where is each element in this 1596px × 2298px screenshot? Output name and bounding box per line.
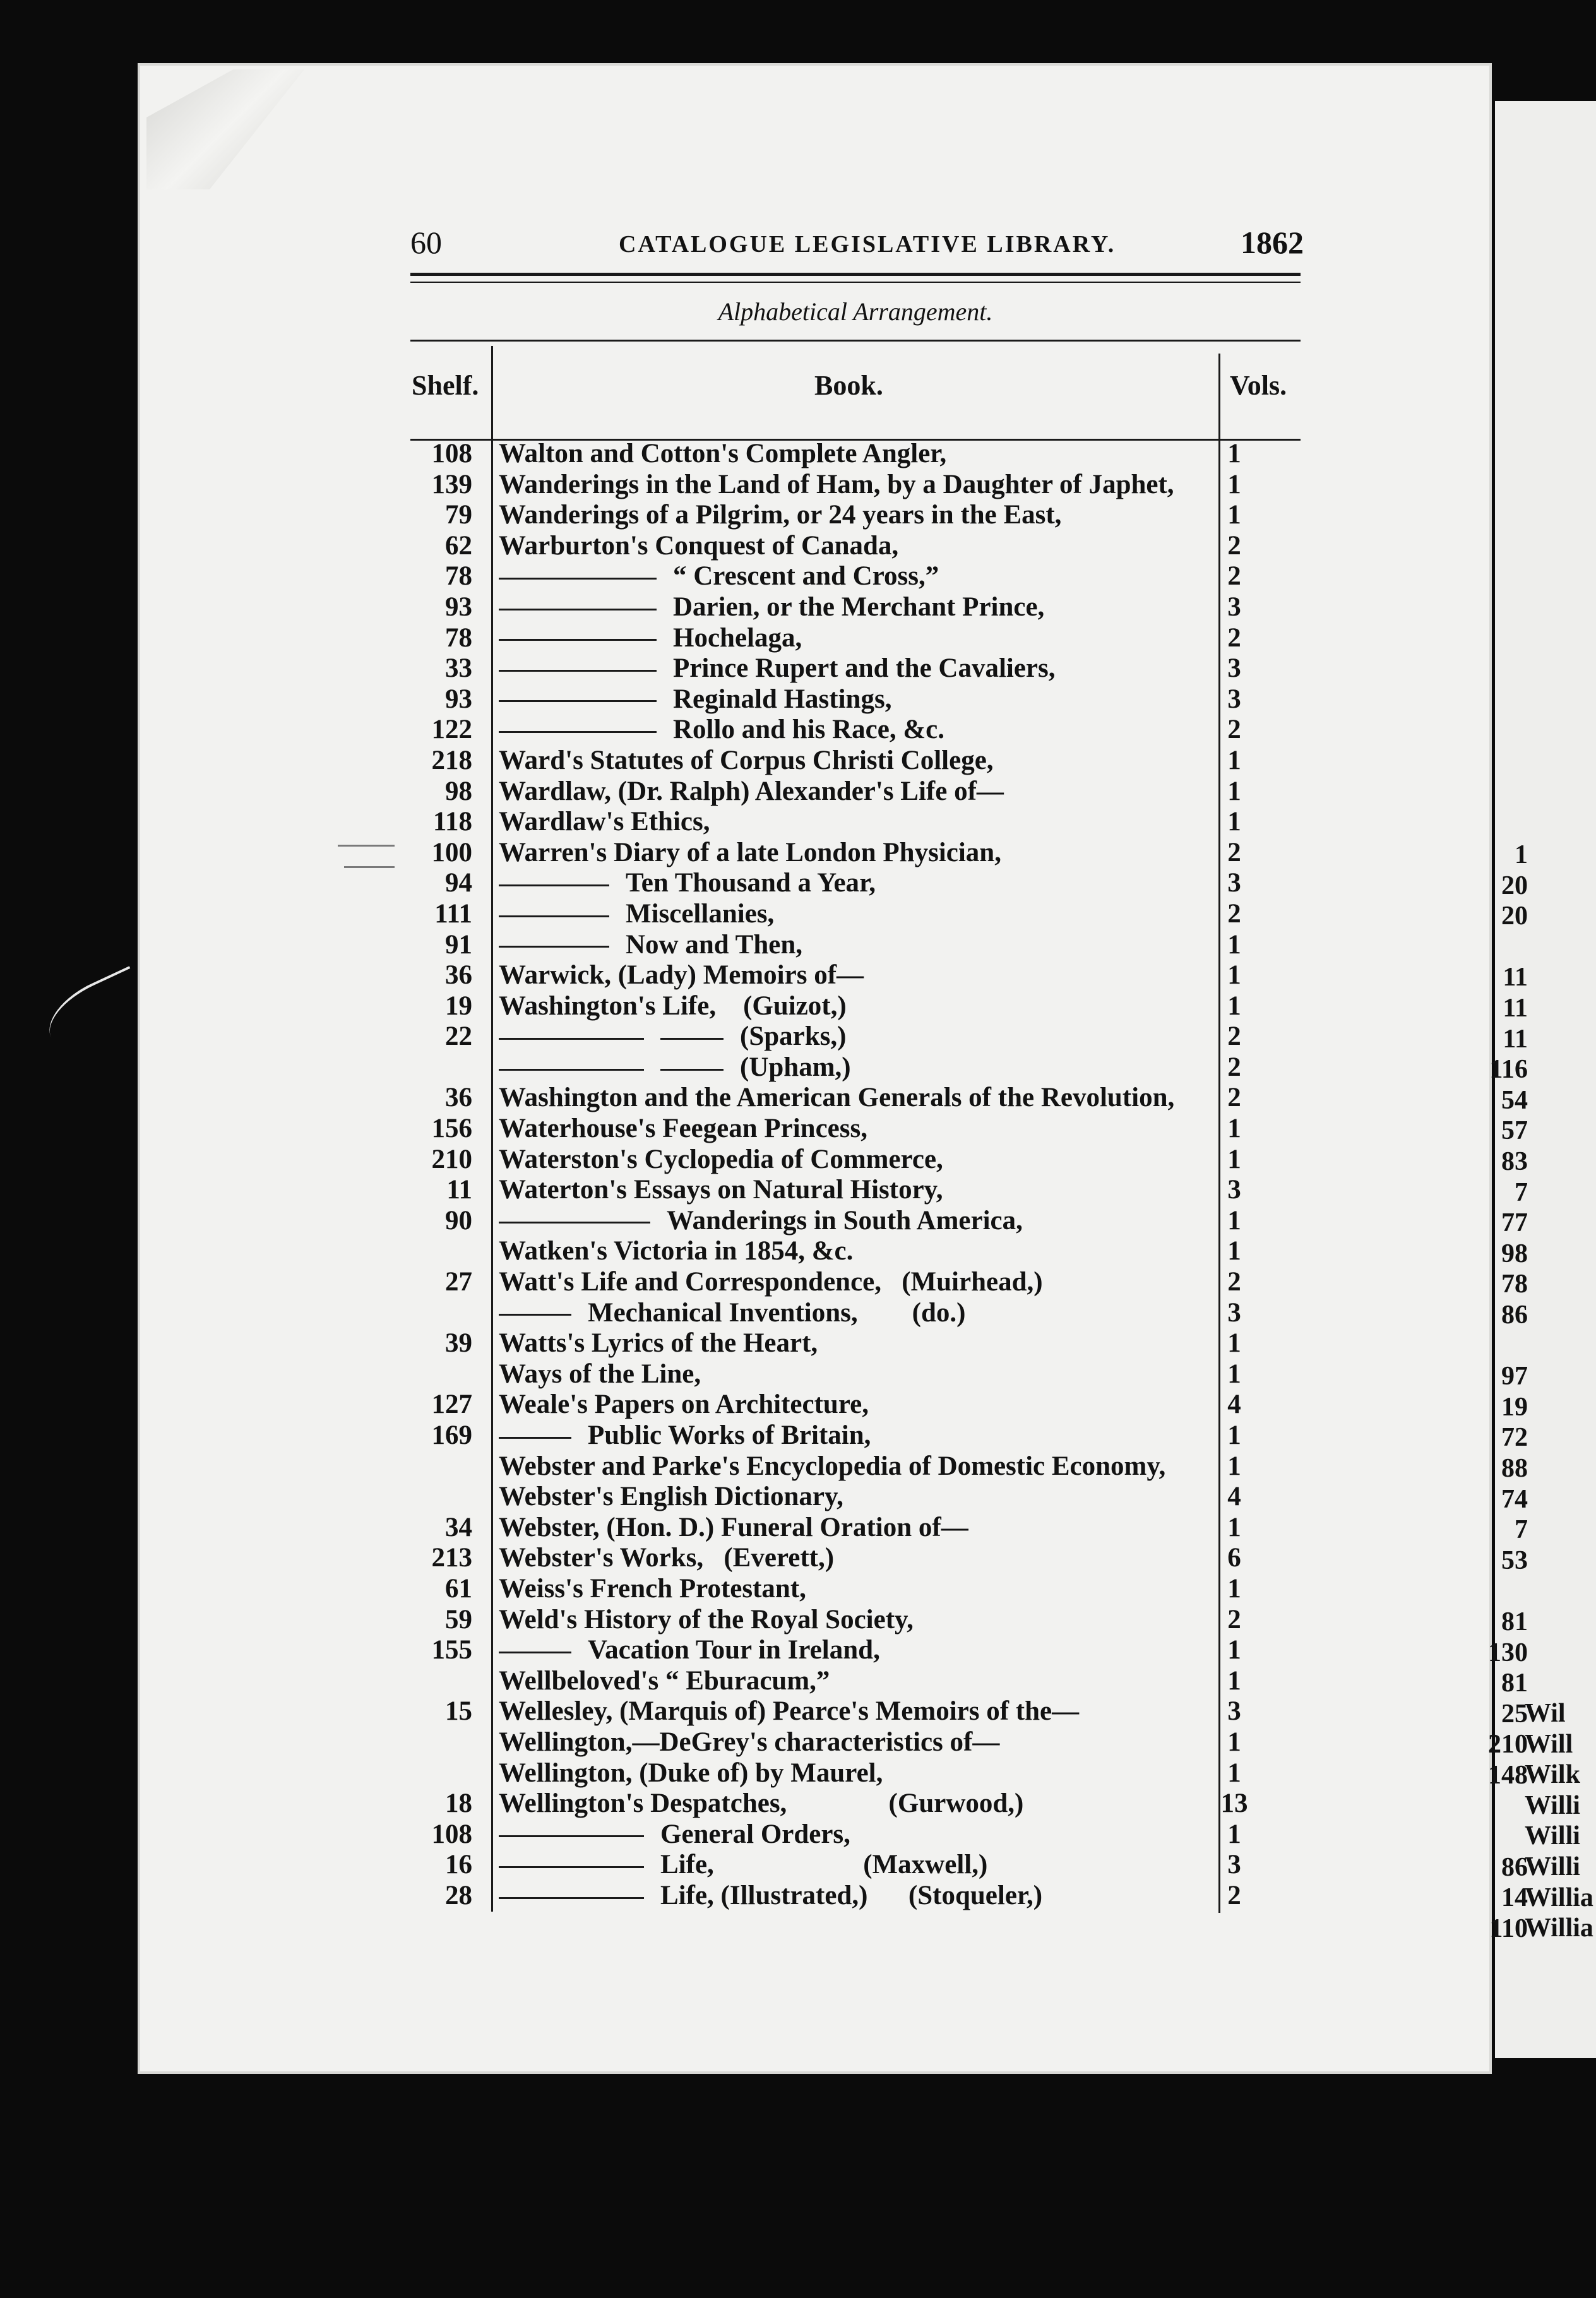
volume-count: 6 [1227, 1543, 1241, 1573]
catalogue-entry [391, 1482, 1326, 1513]
shelf-number: 19 [445, 991, 472, 1021]
catalogue-entry [391, 1850, 1326, 1881]
volume-count: 3 [1227, 1696, 1241, 1727]
shelf-number: 16 [445, 1850, 472, 1880]
book-title-text: Now and Then, [626, 929, 803, 960]
shelf-number: 98 [445, 776, 472, 806]
catalogue-entry [391, 1236, 1326, 1267]
catalogue-entry [391, 1789, 1326, 1819]
book-title-text: Wellesley, (Marquis of) Pearce's Memoirs of the— [499, 1696, 1080, 1727]
shelf-number: 36 [445, 1083, 472, 1113]
adjacent-shelf-number: 98 [1501, 1239, 1528, 1268]
book-title-text: Weiss's French Protestant, [499, 1573, 806, 1604]
adjacent-shelf-number: 97 [1501, 1362, 1528, 1391]
shelf-number: 15 [445, 1696, 472, 1727]
book-title-text: Life, (Maxwell,) [660, 1850, 988, 1880]
catalogue-entry [391, 715, 1326, 746]
book-title-text: Wardlaw, (Dr. Ralph) Alexander's Life of— [499, 776, 1004, 806]
adjacent-shelf-number: 1 [1515, 840, 1528, 869]
volume-count: 3 [1227, 1175, 1241, 1205]
catalogue-entry [391, 1175, 1326, 1206]
book-title-text: Watken's Victoria in 1854, &c. [499, 1236, 854, 1266]
shelf-number: 108 [431, 1819, 472, 1849]
volume-count: 1 [1227, 807, 1241, 837]
adjacent-shelf-number: 72 [1501, 1423, 1528, 1453]
catalogue-entry [391, 960, 1326, 991]
adjacent-shelf-number: 20 [1501, 902, 1528, 931]
ditto-dash [499, 1437, 571, 1439]
volume-count: 1 [1227, 1451, 1241, 1481]
catalogue-entry [391, 1328, 1326, 1359]
shelf-number: 27 [445, 1267, 472, 1297]
catalogue-entry [391, 838, 1326, 869]
book-title-text: Warburton's Conquest of Canada, [499, 530, 899, 561]
shelf-number: 61 [445, 1573, 472, 1604]
volume-count: 1 [1227, 1512, 1241, 1542]
volume-count: 3 [1227, 653, 1241, 684]
adjacent-shelf-number: 77 [1501, 1208, 1528, 1238]
book-title-text: Wanderings of a Pilgrim, or 24 years in the East, [499, 500, 1062, 530]
catalogue-entry [391, 684, 1326, 715]
shelf-number: 93 [445, 592, 472, 622]
ditto-dash [499, 639, 657, 641]
catalogue-entry [391, 1574, 1326, 1605]
volume-count: 3 [1227, 868, 1241, 898]
volume-count: 4 [1227, 1390, 1241, 1420]
adjacent-shelf-number: 81 [1501, 1607, 1528, 1636]
adjacent-title-fragment: Wil [1525, 1699, 1566, 1728]
volume-count: 3 [1227, 1297, 1241, 1328]
catalogue-entry [391, 991, 1326, 1022]
adjacent-title-fragment: Willia [1525, 1883, 1593, 1912]
book-title-text: Waterston's Cyclopedia of Commerce, [499, 1144, 943, 1174]
volume-count: 2 [1227, 837, 1241, 867]
catalogue-entry [391, 1267, 1326, 1298]
running-header [410, 224, 1304, 268]
adjacent-shelf-number: 54 [1501, 1085, 1528, 1115]
pencil-mark [344, 866, 395, 868]
book-title-text: Wellbeloved's “ Eburacum,” [499, 1665, 830, 1696]
ditto-dash [499, 1314, 571, 1316]
shelf-number: 210 [431, 1144, 472, 1174]
volume-count: 1 [1227, 1236, 1241, 1266]
arrangement-subtitle: Alphabetical Arrangement. [718, 297, 993, 326]
adjacent-shelf-number: 25 [1501, 1699, 1528, 1729]
adjacent-title-fragment: Willi [1525, 1852, 1580, 1881]
book-title-text: Ten Thousand a Year, [626, 868, 876, 898]
volume-count: 4 [1227, 1482, 1241, 1512]
vols-column-header: Vols. [1230, 370, 1287, 401]
ditto-dash [499, 1069, 644, 1071]
adjacent-shelf-number: 11 [1503, 994, 1528, 1023]
catalogue-entry [391, 1881, 1326, 1912]
year: 1862 [1241, 225, 1304, 260]
volume-count: 2 [1227, 1052, 1241, 1082]
catalogue-entry [391, 1390, 1326, 1420]
volume-count: 1 [1227, 1665, 1241, 1696]
catalogue-entry [391, 1145, 1326, 1176]
book-title-text: Waterhouse's Feegean Princess, [499, 1114, 867, 1144]
catalogue-entry [391, 1513, 1326, 1544]
ditto-dash [499, 1866, 644, 1868]
ditto-dash [499, 884, 609, 886]
catalogue-entry [391, 1727, 1326, 1758]
header-rule-thick [410, 273, 1301, 276]
adjacent-title-fragment: Willia [1525, 1914, 1593, 1943]
shelf-number: 118 [432, 807, 472, 837]
ditto-dash [499, 700, 657, 702]
shelf-number: 39 [445, 1328, 472, 1359]
shelf-number: 213 [431, 1543, 472, 1573]
adjacent-shelf-number: 7 [1515, 1515, 1528, 1545]
catalogue-entry [391, 1052, 1326, 1083]
adjacent-shelf-number: 210 [1488, 1730, 1528, 1759]
book-title-text: Watts's Lyrics of the Heart, [499, 1328, 818, 1359]
ditto-dash [499, 609, 657, 610]
book-title-text: Webster, (Hon. D.) Funeral Oration of— [499, 1512, 968, 1542]
catalogue-title: CATALOGUE LEGISLATIVE LIBRARY. [619, 231, 1116, 258]
catalogue-entry [391, 439, 1326, 470]
shelf-number: 90 [445, 1205, 472, 1235]
shelf-number: 36 [445, 960, 472, 991]
catalogue-entry [391, 868, 1326, 899]
adjacent-shelf-number: 81 [1501, 1669, 1528, 1698]
book-title-text: (Upham,) [740, 1052, 851, 1082]
catalogue-entry [391, 1543, 1326, 1574]
adjacent-shelf-number: 148 [1488, 1761, 1528, 1790]
shelf-column-header: Shelf. [412, 370, 479, 401]
catalogue-entry [391, 1114, 1326, 1145]
volume-count: 1 [1227, 1328, 1241, 1359]
shelf-number: 155 [431, 1635, 472, 1665]
ditto-dash [499, 1835, 644, 1837]
catalogue-entry [391, 592, 1326, 623]
catalogue-entry [391, 1420, 1326, 1451]
volume-count: 1 [1227, 1144, 1241, 1174]
catalogue-entry [391, 807, 1326, 838]
book-title-text: Watt's Life and Correspondence, (Muirhead,) [499, 1267, 1043, 1297]
volume-count: 1 [1227, 929, 1241, 960]
catalogue-entry [391, 1021, 1326, 1052]
scan-scratch [38, 966, 152, 1057]
catalogue-entry [391, 746, 1326, 777]
shelf-number: 218 [431, 745, 472, 775]
shelf-number: 22 [445, 1021, 472, 1052]
header-rule-thin [410, 282, 1301, 283]
book-title-text: Public Works of Britain, [588, 1420, 871, 1450]
catalogue-entry [391, 531, 1326, 562]
adjacent-shelf-number: 7 [1515, 1177, 1528, 1207]
book-title-text: Prince Rupert and the Cavaliers, [673, 653, 1056, 684]
book-title-text: Webster's English Dictionary, [499, 1482, 843, 1512]
volume-count: 1 [1227, 1205, 1241, 1235]
catalogue-entry [391, 1451, 1326, 1482]
book-title-text: Ways of the Line, [499, 1359, 701, 1389]
adjacent-shelf-number: 83 [1501, 1147, 1528, 1176]
ditto-dash [499, 731, 657, 733]
volume-count: 1 [1227, 1758, 1241, 1788]
ditto-dash [660, 1069, 724, 1071]
catalogue-entry [391, 1758, 1326, 1789]
shelf-number: 108 [431, 439, 472, 468]
adjacent-shelf-number: 53 [1501, 1545, 1528, 1575]
volume-count: 1 [1227, 1359, 1241, 1389]
catalogue-entry [391, 500, 1326, 531]
ditto-dash [499, 578, 657, 580]
shelf-number: 127 [431, 1390, 472, 1420]
volume-count: 1 [1227, 960, 1241, 991]
shelf-number: 33 [445, 653, 472, 684]
shelf-number: 34 [445, 1512, 472, 1542]
adjacent-shelf-number: 88 [1501, 1454, 1528, 1483]
adjacent-shelf-number: 11 [1503, 963, 1528, 992]
book-title-text: Darien, or the Merchant Prince, [673, 592, 1045, 622]
shelf-number: 156 [431, 1114, 472, 1144]
ditto-dash [499, 1038, 644, 1040]
adjacent-shelf-number: 57 [1501, 1116, 1528, 1146]
shelf-number: 169 [431, 1420, 472, 1450]
adjacent-title-fragment: Will [1525, 1729, 1573, 1759]
volume-count: 2 [1227, 561, 1241, 592]
shelf-number: 94 [445, 868, 472, 898]
book-title-text: “ Crescent and Cross,” [673, 561, 939, 592]
book-title-text: Miscellanies, [626, 898, 775, 929]
volume-count: 2 [1227, 715, 1241, 745]
catalogue-entry [391, 777, 1326, 807]
catalogue-entry [391, 1083, 1326, 1114]
adjacent-shelf-number: 110 [1489, 1914, 1528, 1943]
adjacent-shelf-number: 86 [1501, 1852, 1528, 1882]
shelf-number: 111 [434, 898, 472, 929]
catalogue-entry [391, 623, 1326, 654]
volume-count: 13 [1220, 1789, 1248, 1819]
volume-count: 1 [1227, 776, 1241, 806]
shelf-number: 59 [445, 1604, 472, 1634]
book-title-text: Mechanical Inventions, (do.) [588, 1297, 966, 1328]
ditto-dash [499, 1222, 650, 1223]
book-title-text: Wardlaw's Ethics, [499, 807, 710, 837]
volume-count: 1 [1227, 1420, 1241, 1450]
book-title-text: Washington's Life, (Guizot,) [499, 991, 847, 1021]
adjacent-shelf-number: 74 [1501, 1484, 1528, 1514]
book-title-text: Wanderings in the Land of Ham, by a Daughter of Japhet, [499, 469, 1174, 499]
book-title-text: Reginald Hastings, [673, 684, 892, 714]
shelf-number: 78 [445, 622, 472, 653]
adjacent-title-fragment: Willi [1525, 1790, 1580, 1820]
volume-count: 1 [1227, 1635, 1241, 1665]
catalogue-entry [391, 561, 1326, 592]
catalogue-entry [391, 930, 1326, 961]
book-title-text: Washington and the American Generals of the Revolution, [499, 1083, 1175, 1113]
volume-count: 2 [1227, 1604, 1241, 1634]
book-title-text: Walton and Cotton's Complete Angler, [499, 439, 947, 468]
ditto-dash [499, 1897, 644, 1899]
book-title-text: Waterton's Essays on Natural History, [499, 1175, 943, 1205]
catalogue-entry [391, 1635, 1326, 1666]
shelf-number: 78 [445, 561, 472, 592]
book-column-header: Book. [814, 370, 883, 401]
volume-count: 2 [1227, 1021, 1241, 1052]
book-title-text: General Orders, [660, 1819, 850, 1849]
ditto-dash [499, 915, 609, 917]
volume-count: 2 [1227, 1880, 1241, 1910]
volume-count: 1 [1227, 1573, 1241, 1604]
book-title-text: Vacation Tour in Ireland, [588, 1635, 880, 1665]
book-title-text: Wellington, (Duke of) by Maurel, [499, 1758, 883, 1788]
volume-count: 2 [1227, 898, 1241, 929]
pencil-mark [338, 845, 395, 847]
volume-count: 1 [1227, 1114, 1241, 1144]
adjacent-shelf-number: 14 [1501, 1883, 1528, 1913]
volume-count: 2 [1227, 1267, 1241, 1297]
book-title-text: (Sparks,) [740, 1021, 847, 1052]
shelf-number: 79 [445, 500, 472, 530]
catalogue-entry [391, 1206, 1326, 1237]
adjacent-shelf-number: 86 [1501, 1301, 1528, 1330]
book-title-text: Wellington's Despatches, (Gurwood,) [499, 1789, 1024, 1819]
catalogue-entry [391, 1666, 1326, 1697]
volume-count: 2 [1227, 530, 1241, 561]
catalogue-entry [391, 1359, 1326, 1390]
book-title-text: Hochelaga, [673, 622, 802, 653]
volume-count: 1 [1227, 439, 1241, 468]
volume-count: 2 [1227, 622, 1241, 653]
book-title-text: Rollo and his Race, &c. [673, 715, 944, 745]
volume-count: 3 [1227, 592, 1241, 622]
shelf-number: 100 [431, 837, 472, 867]
catalogue-entries [391, 439, 1326, 1912]
ditto-dash [660, 1038, 724, 1040]
book-title-text: Wellington,—DeGrey's characteristics of— [499, 1727, 1000, 1757]
shelf-number: 62 [445, 530, 472, 561]
volume-count: 1 [1227, 469, 1241, 499]
catalogue-entry [391, 1298, 1326, 1329]
book-title-text: Warren's Diary of a late London Physician, [499, 837, 1001, 867]
shelf-number: 122 [431, 715, 472, 745]
adjacent-shelf-number: 78 [1501, 1270, 1528, 1299]
catalogue-entry [391, 1696, 1326, 1727]
volume-count: 2 [1227, 1083, 1241, 1113]
volume-count: 1 [1227, 991, 1241, 1021]
ditto-dash [499, 670, 657, 672]
shelf-number: 28 [445, 1880, 472, 1910]
ditto-dash [499, 946, 609, 948]
catalogue-entry [391, 470, 1326, 501]
adjacent-title-fragment: Wilk [1525, 1760, 1580, 1790]
book-title-text: Wanderings in South America, [667, 1205, 1023, 1235]
shelf-number: 11 [446, 1175, 472, 1205]
book-title-text: Ward's Statutes of Corpus Christi College, [499, 745, 994, 775]
catalogue-entry [391, 899, 1326, 930]
shelf-number: 91 [445, 929, 472, 960]
adjacent-shelf-number: 11 [1503, 1024, 1528, 1054]
shelf-number: 93 [445, 684, 472, 714]
shelf-number: 139 [431, 469, 472, 499]
table-top-rule [410, 340, 1301, 342]
adjacent-shelf-number: 130 [1488, 1638, 1528, 1667]
adjacent-shelf-number: 116 [1489, 1055, 1528, 1085]
volume-count: 1 [1227, 1819, 1241, 1849]
volume-count: 3 [1227, 1850, 1241, 1880]
book-title-text: Life, (Illustrated,) (Stoqueler,) [660, 1880, 1043, 1910]
catalogue-entry [391, 653, 1326, 684]
adjacent-title-fragment: Willi [1525, 1821, 1580, 1851]
book-title-text: Webster's Works, (Everett,) [499, 1543, 835, 1573]
page-number: 60 [410, 225, 442, 260]
book-title-text: Webster and Parke's Encyclopedia of Domestic Economy, [499, 1451, 1166, 1481]
adjacent-shelf-number: 20 [1501, 871, 1528, 900]
book-title-text: Weale's Papers on Architecture, [499, 1390, 869, 1420]
catalogue-entry [391, 1605, 1326, 1636]
catalogue-entry [391, 1819, 1326, 1850]
shelf-number: 18 [445, 1789, 472, 1819]
book-title-text: Weld's History of the Royal Society, [499, 1604, 914, 1634]
volume-count: 3 [1227, 684, 1241, 714]
volume-count: 1 [1227, 500, 1241, 530]
volume-count: 1 [1227, 1727, 1241, 1757]
volume-count: 1 [1227, 745, 1241, 775]
adjacent-shelf-number: 19 [1501, 1392, 1528, 1422]
book-title-text: Warwick, (Lady) Memoirs of— [499, 960, 864, 991]
ditto-dash [499, 1652, 571, 1653]
